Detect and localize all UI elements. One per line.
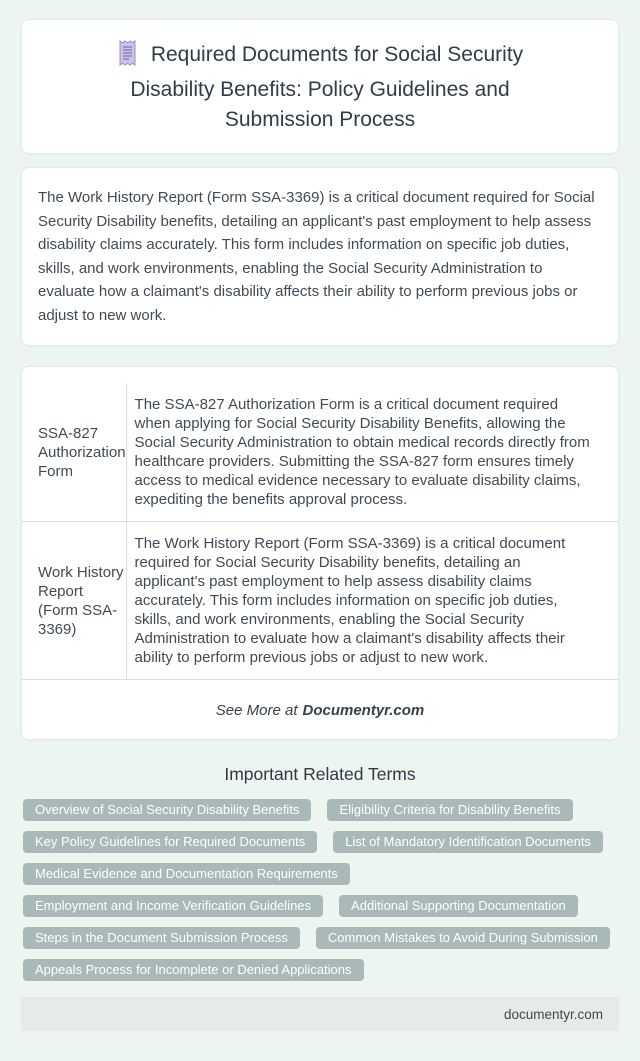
page-title xyxy=(90,40,550,135)
related-terms-heading: Important Related Terms xyxy=(224,764,416,784)
related-term-pill[interactable]: Eligibility Criteria for Disability Benefits xyxy=(327,799,572,821)
footer-site: documentyr.com xyxy=(503,1006,603,1022)
related-term-pill[interactable]: Key Policy Guidelines for Required Documents xyxy=(23,831,317,853)
related-term-pill[interactable]: List of Mandatory Identification Documents xyxy=(333,831,603,853)
see-more-site: Documentyr.com xyxy=(302,702,425,719)
table-row xyxy=(22,522,618,680)
documents-table xyxy=(22,383,618,680)
see-more-line xyxy=(22,702,618,719)
see-more-text: See More at xyxy=(215,702,298,719)
related-term-pill[interactable]: Appeals Process for Incomplete or Denied Applications xyxy=(23,959,364,981)
related-term-pill[interactable]: Steps in the Document Submission Process xyxy=(23,927,300,949)
related-term-pill[interactable]: Overview of Social Security Disability Benefits xyxy=(23,799,311,821)
table-row xyxy=(22,383,618,522)
document-term: SSA-827 Authorization Form xyxy=(22,383,126,522)
footer-bar xyxy=(21,997,619,1031)
page-title-text: Required Documents for Social Security Disability Benefits: Policy Guidelines and Submission Process xyxy=(130,43,524,131)
related-term-pill[interactable]: Medical Evidence and Documentation Requirements xyxy=(23,863,350,885)
document-description: The SSA-827 Authorization Form is a critical document required when applying for Social Security Disability Benefits, allowing the Social Security Administration to obtain medical records directly from healthcare providers. Submitting the SSA-827 form ensures timely access to medical evidence necessary to evaluate disability claims, expediting the benefits approval process. xyxy=(134,396,590,508)
summary-paragraph: The Work History Report (Form SSA-3369) is a critical document required for Social Security Disability benefits, detailing an applicant's past employment to help assess disability claims accurately. This form includes information on specific job duties, skills, and work environments, enabling the Social Security Administration to evaluate how a claimant's disability affects their ability to perform previous jobs or adjust to new work. xyxy=(38,189,595,324)
related-term-pill[interactable]: Additional Supporting Documentation xyxy=(339,895,578,917)
related-term-pill[interactable]: Common Mistakes to Avoid During Submission xyxy=(316,927,610,949)
title-card xyxy=(21,19,619,154)
receipt-icon xyxy=(117,40,138,75)
documents-table-card xyxy=(21,366,619,740)
document-description: The Work History Report (Form SSA-3369) is a critical document required for Social Security Disability benefits, detailing an applicant's past employment to help assess disability claims accurately. This form includes information on specific job duties, skills, and work environments, enabling the Social Security Administration to evaluate how a claimant's disability affects their ability to perform previous jobs or adjust to new work. xyxy=(134,535,566,666)
summary-card xyxy=(21,167,619,346)
related-terms-list xyxy=(23,799,617,981)
document-term: Work History Report (Form SSA-3369) xyxy=(22,522,126,680)
related-term-pill[interactable]: Employment and Income Verification Guidelines xyxy=(23,895,323,917)
